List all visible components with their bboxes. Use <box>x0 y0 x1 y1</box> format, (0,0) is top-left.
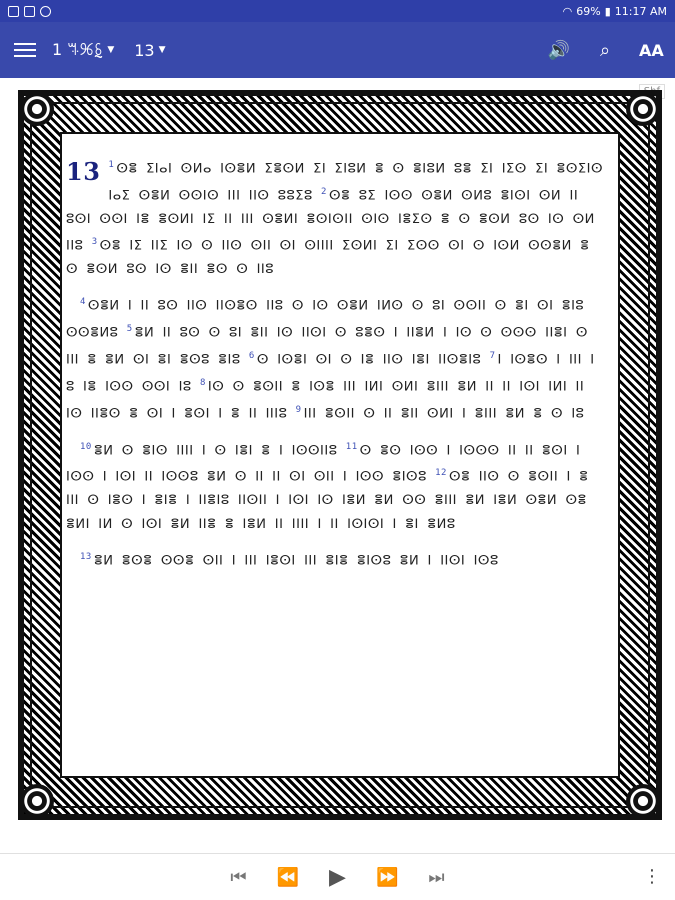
corner-ornament <box>626 784 660 818</box>
chapter-number: 13 <box>66 157 101 186</box>
verse-number[interactable]: 13 <box>80 552 92 563</box>
notification-icons <box>8 6 51 17</box>
verse-text[interactable]: ⴻⵍ ⵏⵏ ⵓⵙ ⵙ ⵓⵏ ⴻⵏⵏ ⵏⵙ ⵏⵏⵙⵏ ⵙ ⵓⴻⵙ ⵏ ⵏⵏⴻⵍ ⵏ ⵏⵙ ⵙ ⵙⵙⵙ ⵏⵏⴻⵏ ⵙ ⵏⵏⵏ ⴻ ⴻⵍ ⵙⵏ ⴻⵏ ⴻⵙⵓ ⴻⵏⵓ <box>66 325 588 368</box>
verse-number[interactable]: 7 <box>489 351 496 362</box>
verse-text[interactable]: ⵙⴻ ⵉⵏⴰⵏ ⵙⵍⴰ ⵏⵙⴻⵍ ⵉⴻⵙⵍ ⵉⵏ ⵉⵏⵓⵍ ⴻ ⵙ ⴻⵏⵓⵍ ⵓⴻ ⵉⵏ ⵏⵉⵙ ⵉⵏ ⴻⵙⵉⵏⵙ ⵏⴰⵉ ⵙⴻⵍ ⵙⵙⵏⵙ ⵏⵏⵏ ⵏⵏⵙ ⵓⵓⵉⵓ <box>108 161 604 204</box>
paragraph <box>66 291 606 425</box>
book-name: 1 ꕐꕑꗐ <box>52 40 104 59</box>
verse-text[interactable]: ⵙⴻ ⵓⵉ ⵏⵙⵙ ⵙⴻⵍ ⵙⵍⵓ ⴻⵏⵙⵏ ⵙⵍ ⵏⵏ ⵓⵙⵏ ⵙⵙⵏ ⵏⴻ ⴻⵙⵍⵏ ⵏⵉ ⵏⵏ ⵏⵏⵏ ⵙⴻⵍⵏ ⴻⵙⵏⵙⵏⵏ ⵙⵏⵙ ⵏⴻⵉⵙ ⴻ ⵙ ⴻⵙⵍ ⵓⵙ ⵏⵙ ⵙⵍ ⵏⵏⵓ <box>66 188 595 254</box>
verse-text[interactable]: ⵙ ⵏⵙⴻⵏ ⵙⵏ ⵙ ⵏⴻ ⵏⵏⵙ ⵏⴻⵏ ⵏⵏⵙⴻⵏⵓ <box>256 352 482 368</box>
chapter-name: 13 <box>134 40 155 60</box>
minus-circle-icon <box>40 6 51 17</box>
reader-content[interactable] <box>0 78 675 853</box>
verse-number[interactable]: 5 <box>126 324 133 335</box>
chapter-selector[interactable] <box>134 41 165 60</box>
fast-forward-icon[interactable]: ⏩ <box>375 866 399 888</box>
skip-next-icon[interactable]: ⏭ <box>428 866 445 888</box>
verse-number[interactable]: 10 <box>80 441 92 452</box>
verse-number[interactable]: 11 <box>345 441 358 452</box>
wifi-icon: ◠ <box>562 4 573 18</box>
skip-previous-icon[interactable]: ⏮ <box>230 866 247 888</box>
corner-ornament <box>626 92 660 126</box>
menu-icon[interactable] <box>12 40 38 60</box>
verse-text[interactable]: ⴻⵍ ⵙ ⴻⵏⵙ ⵏⵏⵏⵏ ⵏ ⵙ ⵏⴻⵏ ⴻ ⵏ ⵏⵙⵙⵏⵏⵓ <box>93 442 338 458</box>
corner-ornament <box>20 784 54 818</box>
rewind-icon[interactable]: ⏪ <box>276 866 300 888</box>
font-size-icon[interactable]: AA <box>639 40 664 60</box>
audio-player-bar <box>0 853 675 900</box>
verse-text[interactable]: ⵙ ⴻⵙ ⵏⵙⵙ ⵏ ⵏⵙⵙⵙ ⵏⵏ ⵏⵏ ⴻⵙⵏ ⵏ ⵏⵙⵙ ⵏ ⵏⵙⵏ ⵏⵏ ⵏⵙⵙⵓ ⴻⵍ ⵙ ⵏⵏ ⵏⵏ ⵙⵏ ⵙⵏⵏ ⵏ ⵏⵙⵙ ⴻⵏⵙⵓ <box>66 442 581 485</box>
verse-text[interactable]: ⵙⴻ ⵏⵉ ⵏⵏⵉ ⵏⵙ ⵙ ⵏⵏⵙ ⵙⵏⵏ ⵙⵏ ⵙⵏⵏⵏⵏ ⵉⵙⵍⵏ ⵉⵏ ⵉⵙⵙ ⵙⵏ ⵙ ⵏⵙⵍ ⵙⵙⴻⵍ ⴻ ⵙ ⴻⵙⵍ ⵓⵙ ⵏⵙ ⴻⵏⵏ ⴻⵙ ⵙ ⵏⵏⵓ <box>66 238 590 277</box>
verse-number[interactable]: 2 <box>321 186 327 197</box>
verse-text[interactable]: ⵏⵙ ⵙ ⴻⵙⵏⵏ ⴻ ⵏⵙⴻ ⵏⵏⵏ ⵏⵍⵏ ⵙⵍⵏ ⴻⵏⵏⵏ ⴻⵍ ⵏⵏ ⵏⵏ ⵏⵙⵏ ⵏⵍⵏ ⵏⵏ ⵏⵙ ⵏⵏⴻⵙ ⴻ ⵙⵏ ⵏ ⴻⵙⵏ ⵏ ⴻ ⵏⵏ ⵏⵏⵏⵓ <box>66 379 585 422</box>
verse-number[interactable]: 8 <box>199 377 206 388</box>
verse-text[interactable]: ⴻⵍ ⴻⵙⴻ ⵙⵙⴻ ⵙⵏⵏ ⵏ ⵏⵏⵏ ⵏⴻⵙⵏ ⵏⵏⵏ ⴻⵏⴻ ⴻⵏⵙⵓ ⴻⵍ ⵏ ⵏⵏⵙⵏ ⵏⵙⵓ <box>93 553 499 569</box>
verse-number[interactable]: 9 <box>295 404 302 415</box>
speaker-icon[interactable]: 🔊 <box>547 39 571 61</box>
verse-text[interactable]: ⵙⴻⵍ ⵏ ⵏⵏ ⵓⵙ ⵏⵏⵙ ⵏⵏⵙⴻⵙ ⵏⵏⵓ ⵙ ⵏⵙ ⵙⴻⵍ ⵏⵍⵙ ⵙ ⵓⵏ ⵙⵙⵏⵏ ⵙ ⴻⵏ ⵙⵏ ⴻⵏⵓ ⵙⵙⴻⵍⵓ <box>66 298 585 341</box>
verse-number[interactable]: 12 <box>435 468 447 479</box>
app-bar <box>0 22 675 78</box>
verse-number[interactable]: 3 <box>91 237 98 248</box>
play-icon[interactable]: ▶ <box>329 864 346 890</box>
chevron-down-icon: ▼ <box>158 45 166 55</box>
battery-icon: ▮ <box>604 4 611 18</box>
flipboard-icon <box>24 6 35 17</box>
verse-number[interactable]: 6 <box>248 351 255 362</box>
overflow-menu-icon[interactable]: ⋮ <box>643 866 661 887</box>
search-icon[interactable]: ⌕ <box>599 39 611 61</box>
clock: 11:17 AM <box>614 4 667 18</box>
gallery-icon <box>8 6 19 17</box>
paragraph <box>66 546 606 573</box>
corner-ornament <box>20 92 54 126</box>
verse-text[interactable]: ⵙⴻ ⵏⵏⵙ ⵙ ⴻⵙⵏⵏ ⵏ ⴻ ⵏⵏⵏ ⵙ ⵏⴻⵙ ⵏ ⴻⵏⴻ ⵏ ⵏⵏⴻⵏⵓ ⵏⵏⵙⵏⵏ ⵏ ⵏⵙⵏ ⵏⵙ ⵏⴻⵍ ⴻⵍ ⵙⵙ ⴻⵏⵏⵏ ⴻⵍ ⵏⴻⵍ ⵙⴻⵍ ⵙⴻ ⴻⵍⵏ ⵏⵍ ⵙ ⵏⵙⵏ ⴻⵍ ⵏⵏⴻ ⴻ ⵏⴻⵍ ⵏⵏ ⵏⵏⵏⵏ ⵏ ⵏⵏ ⵏⵙⵏⵙⵏ ⵏ ⴻⵏ ⴻⵍⵓ <box>66 469 589 532</box>
paragraph <box>66 154 606 281</box>
scripture-text <box>66 154 606 583</box>
status-bar <box>0 0 675 22</box>
battery-level: 69% <box>576 4 601 18</box>
verse-text[interactable]: ⵏ ⵏⵙⴻⵙ ⵏ ⵏⵏⵏ ⵏ ⵓ ⵏⴻ ⵏⵙⵙ ⵙⵙⵏ ⵏⵓ <box>66 352 595 395</box>
paragraph <box>66 436 606 537</box>
verse-text[interactable]: ⵏⵏⵏ ⴻⵙⵏⵏ ⵙ ⵏⵏ ⴻⵏⵏ ⵙⵍⵏ ⵏ ⴻⵏⵏⵏ ⴻⵍ ⴻ ⵙ ⵏⵓ <box>303 406 585 422</box>
chevron-down-icon: ▼ <box>107 45 115 55</box>
book-selector[interactable] <box>52 40 114 60</box>
verse-number[interactable]: 4 <box>80 297 86 308</box>
verse-number[interactable]: 1 <box>108 160 115 170</box>
